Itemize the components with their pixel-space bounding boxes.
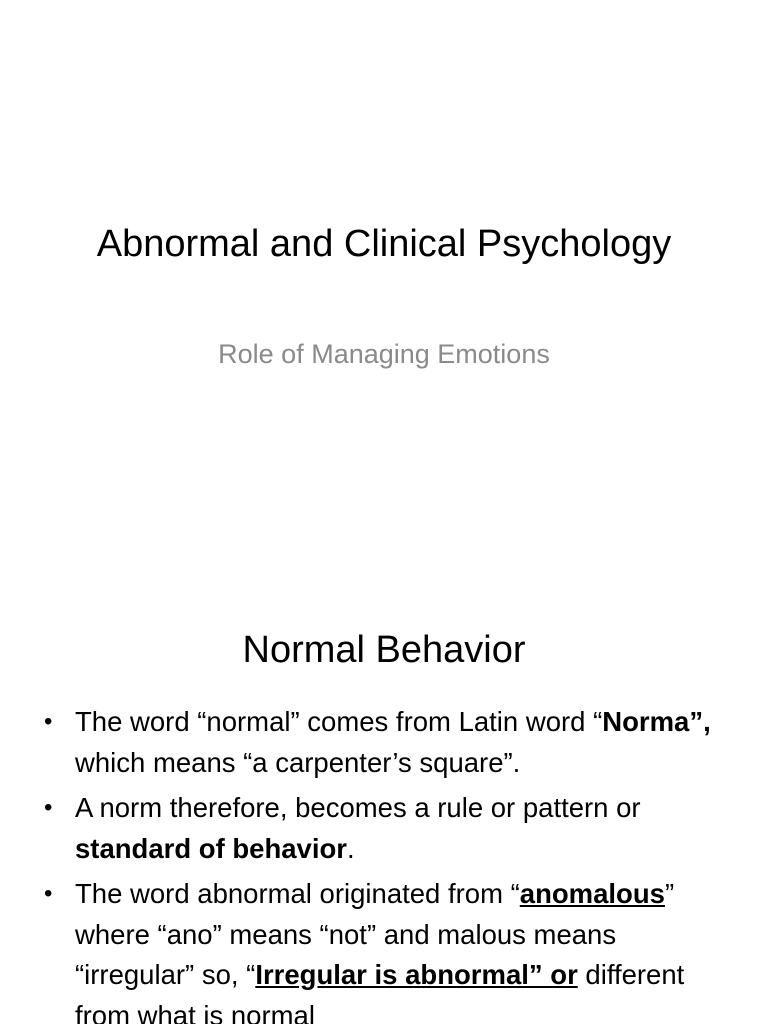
bullet-icon: • [44, 794, 53, 821]
bullet-text-run-bold: standard of behavior [75, 832, 347, 864]
bullet-text-run: which means “a carpenter’s square”. [75, 746, 521, 778]
bullet-text-run: The word abnormal originated from “ [75, 878, 520, 909]
bullet-icon: • [44, 880, 53, 907]
bullet-text-run: . [347, 832, 355, 864]
bullet-list [0, 702, 768, 1024]
bullet-item [0, 788, 768, 869]
bullet-item [0, 702, 768, 783]
bullet-text-run-bold-underline: Irregular is abnormal” or [255, 959, 578, 990]
bullet-icon: • [44, 708, 53, 735]
content-slide [0, 576, 768, 1024]
bullet-text-run-bold: Norma”, [602, 706, 711, 737]
bullet-text-run: A norm therefore, becomes a rule or pattern or [75, 792, 641, 823]
bullet-item [0, 874, 768, 1024]
bullet-text-run: The word “normal” comes from Latin word “ [75, 706, 603, 737]
slide-subtitle: Role of Managing Emotions [218, 339, 550, 369]
bullet-text-run-bold-underline: anomalous [519, 878, 665, 909]
slide-title: Abnormal and Clinical Psychology [96, 223, 672, 265]
bullet-text-run: different from what is normal [75, 959, 685, 1024]
slide-title: Normal Behavior [242, 629, 526, 671]
bullet-text-run: ” where “ano” means “not” and malous means “irregular” so, “ [75, 878, 675, 990]
